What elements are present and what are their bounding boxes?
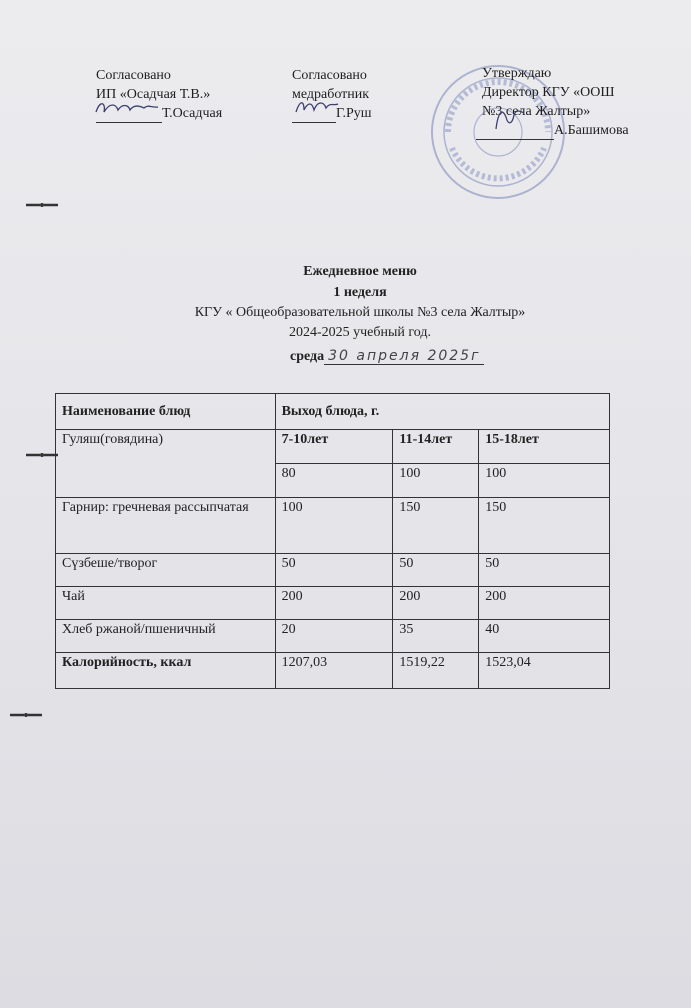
approval-signer: А.Башимова: [554, 123, 629, 138]
portion-value: 150: [479, 498, 610, 554]
table-row: [56, 498, 610, 554]
age-group-7-10: 7-10лет: [275, 430, 393, 464]
portion-value: 150: [393, 498, 479, 554]
calorie-value: 1523,04: [479, 653, 610, 689]
approval-signer: Т.Осадчая: [162, 106, 223, 121]
handwritten-signature: [92, 98, 162, 120]
approval-heading: Согласовано: [96, 68, 171, 83]
header-dish-name: Наименование блюд: [56, 394, 276, 430]
portion-value: 100: [479, 464, 610, 498]
week-label: 1 неделя: [333, 285, 387, 300]
table-row: [56, 620, 610, 653]
menu-title: Ежедневное меню: [303, 264, 417, 279]
approval-block-3: [482, 64, 629, 140]
approval-block-2: [292, 66, 372, 123]
table-total-row: [56, 653, 610, 689]
calorie-value: 1519,22: [393, 653, 479, 689]
table-header-row: [56, 394, 610, 430]
menu-table: [55, 393, 610, 689]
portion-value: 50: [393, 554, 479, 587]
school-name: КГУ « Общеобразовательной школы №3 села Жалтыр»: [194, 305, 526, 320]
dish-name: Чай: [56, 587, 276, 620]
portion-value: 80: [275, 464, 393, 498]
approval-org: ИП «Осадчая Т.В.»: [96, 87, 211, 102]
approval-heading: Утверждаю: [482, 66, 552, 81]
calorie-label: Калорийность, ккал: [56, 653, 276, 689]
school-year: 2024-2025 учебный год.: [288, 325, 432, 340]
approval-heading: Согласовано: [292, 68, 367, 83]
date-line: [290, 348, 484, 365]
age-group-11-14: 11-14лет: [393, 430, 479, 464]
dish-name: Сүзбеше/творог: [56, 554, 276, 587]
dish-name: Хлеб ржаной/пшеничный: [56, 620, 276, 653]
binder-hole-mark: [8, 712, 48, 718]
portion-value: 50: [275, 554, 393, 587]
table-row: [56, 587, 610, 620]
table-row: [56, 430, 610, 464]
handwritten-signature: [490, 103, 530, 133]
portion-value: 200: [479, 587, 610, 620]
dish-name: Гуляш(говядина): [56, 430, 276, 498]
handwritten-date: 30 апреля 2025г: [324, 348, 484, 365]
binder-hole-mark: [24, 202, 64, 208]
approval-block-1: [96, 66, 222, 123]
portion-value: 200: [393, 587, 479, 620]
day-label: среда: [290, 349, 325, 364]
portion-value: 35: [393, 620, 479, 653]
header-portion: Выход блюда, г.: [275, 394, 609, 430]
portion-value: 20: [275, 620, 393, 653]
approval-org: Директор КГУ «ООШ: [482, 85, 615, 100]
table-row: [56, 554, 610, 587]
portion-value: 200: [275, 587, 393, 620]
approval-org-cont: №3 села Жалтыр»: [482, 104, 591, 119]
portion-value: 50: [479, 554, 610, 587]
portion-value: 100: [393, 464, 479, 498]
calorie-value: 1207,03: [275, 653, 393, 689]
portion-value: 100: [275, 498, 393, 554]
approval-org: медработник: [292, 87, 370, 102]
handwritten-signature: [294, 96, 340, 120]
dish-name: Гарнир: гречневая рассыпчатая: [56, 498, 276, 554]
portion-value: 40: [479, 620, 610, 653]
approval-signer: Г.Руш: [336, 106, 372, 121]
age-group-15-18: 15-18лет: [479, 430, 610, 464]
